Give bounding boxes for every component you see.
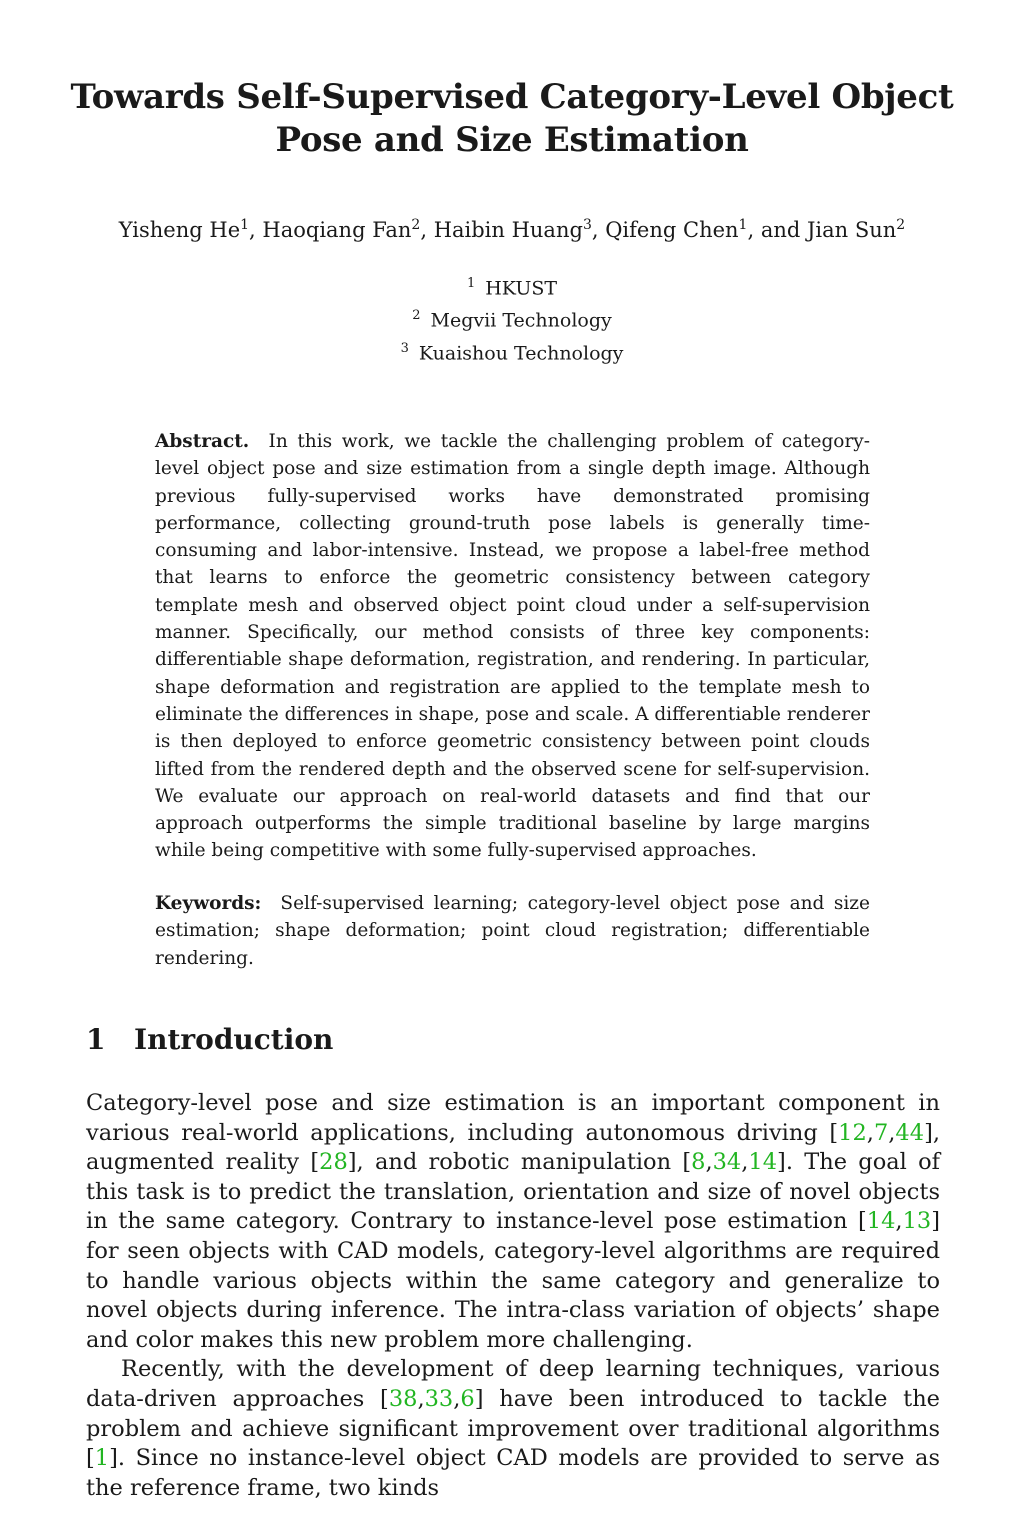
author-affiliation-mark: 1: [738, 217, 748, 233]
paragraph: Category-level pose and size estimation is an important component in various real-world applications, including autonomous driving [12,7,44], augmented reality [28], and robotic manipulation [8,34,14]. The goal of this task is to predict the translation, orientation and size of novel objects in the same category. Contrary to instance-level pose estimation [14,13] for seen objects with CAD models, category-level algorithms are required to handle various objects within the same category and generalize to novel objects during inference. The intra-class variation of objects’ shape and color makes this new problem more challenging.: [86, 1090, 940, 1353]
citation-link[interactable]: 13: [902, 1208, 932, 1235]
affiliation-list: [0, 270, 1024, 367]
citation-link[interactable]: 1: [94, 1445, 110, 1472]
abstract: [155, 428, 870, 865]
paragraph: Recently, with the development of deep learning techniques, various data-driven approaches [38,33,6] have been introduced to tackle the problem and achieve significant improvement over traditional algorithms [1]. Since no instance-level object CAD models are provided to serve as the reference frame, two kinds: [86, 1356, 940, 1501]
affiliation-name: Kuaishou Technology: [418, 341, 624, 364]
introduction-body: [86, 1089, 940, 1503]
affiliation-name: Megvii Technology: [430, 309, 612, 332]
author-affiliation-mark: 3: [582, 217, 592, 233]
citation-link[interactable]: 38: [388, 1385, 418, 1412]
author-name: Jian Sun: [806, 218, 897, 242]
citation-link[interactable]: 44: [895, 1119, 925, 1146]
author-name: Haoqiang Fan: [262, 218, 412, 242]
citation-link[interactable]: 33: [424, 1385, 454, 1412]
section-number: 1: [86, 1023, 106, 1056]
affiliation: [0, 335, 1024, 367]
citation-link[interactable]: 12: [838, 1119, 867, 1146]
citation-link[interactable]: 7: [873, 1119, 889, 1146]
section-title: Introduction: [134, 1023, 334, 1056]
abstract-text: In this work, we tackle the challenging problem of category-level object pose and size estimation from a single depth image. Although previous fully-supervised works have demonstrated promising performance, collecting ground-truth pose labels is generally time-consuming and labor-intensive. Instead, we propose a label-free method that learns to enforce the geometric consistency between category template mesh and observed object point cloud under a self-supervision manner. Specifically, our method consists of three key components: differentiable shape deformation, registration, and rendering. In particular, shape deformation and registration are applied to the template mesh to eliminate the differences in shape, pose and scale. A differentiable renderer is then deployed to enforce geometric consistency between point clouds lifted from the rendered depth and the observed scene for self-supervision. We evaluate our approach on real-world datasets and find that our approach outperforms the simple traditional baseline by large margins while being competitive with some fully-supervised approaches.: [155, 431, 870, 862]
title-line-1: Towards Self-Supervised Category-Level Object: [70, 77, 954, 117]
section-heading-introduction: [86, 1022, 946, 1058]
author-name: Haibin Huang: [433, 218, 583, 242]
citation-link[interactable]: 28: [319, 1149, 348, 1176]
affiliation: [0, 302, 1024, 334]
citation-link[interactable]: 8: [691, 1149, 706, 1176]
affiliation-number: 2: [412, 308, 421, 324]
author-affiliation-mark: 2: [411, 217, 421, 233]
citation-link[interactable]: 6: [460, 1385, 475, 1412]
abstract-label: Abstract.: [155, 431, 250, 452]
author-list: Yisheng He$^1$, Haoqiang Fan$^2$, Haibin Huang$^3$, Qifeng Chen$^1$, and Jian Sun$^2$: [118, 217, 906, 242]
paper-title: [0, 76, 1024, 162]
author-name: Yisheng He: [118, 218, 241, 242]
affiliation-number: 3: [400, 340, 409, 356]
keywords-label: Keywords:: [155, 893, 262, 914]
title-line-2: Pose and Size Estimation: [275, 120, 749, 160]
affiliation-name: HKUST: [485, 277, 558, 300]
author-affiliation-mark: 2: [896, 217, 906, 233]
affiliation-number: 1: [466, 276, 476, 291]
citation-link[interactable]: 34: [712, 1149, 742, 1176]
keywords: [155, 890, 870, 972]
affiliation: [0, 270, 1024, 302]
author-name: Qifeng Chen: [605, 218, 739, 242]
citation-link[interactable]: 14: [866, 1208, 896, 1235]
author-affiliation-mark: 1: [240, 217, 250, 233]
keywords-text: Self-supervised learning; category-level object pose and size estimation; shape deformation; point cloud registration; differentiable rendering.: [155, 893, 870, 969]
citation-link[interactable]: 14: [748, 1149, 778, 1176]
